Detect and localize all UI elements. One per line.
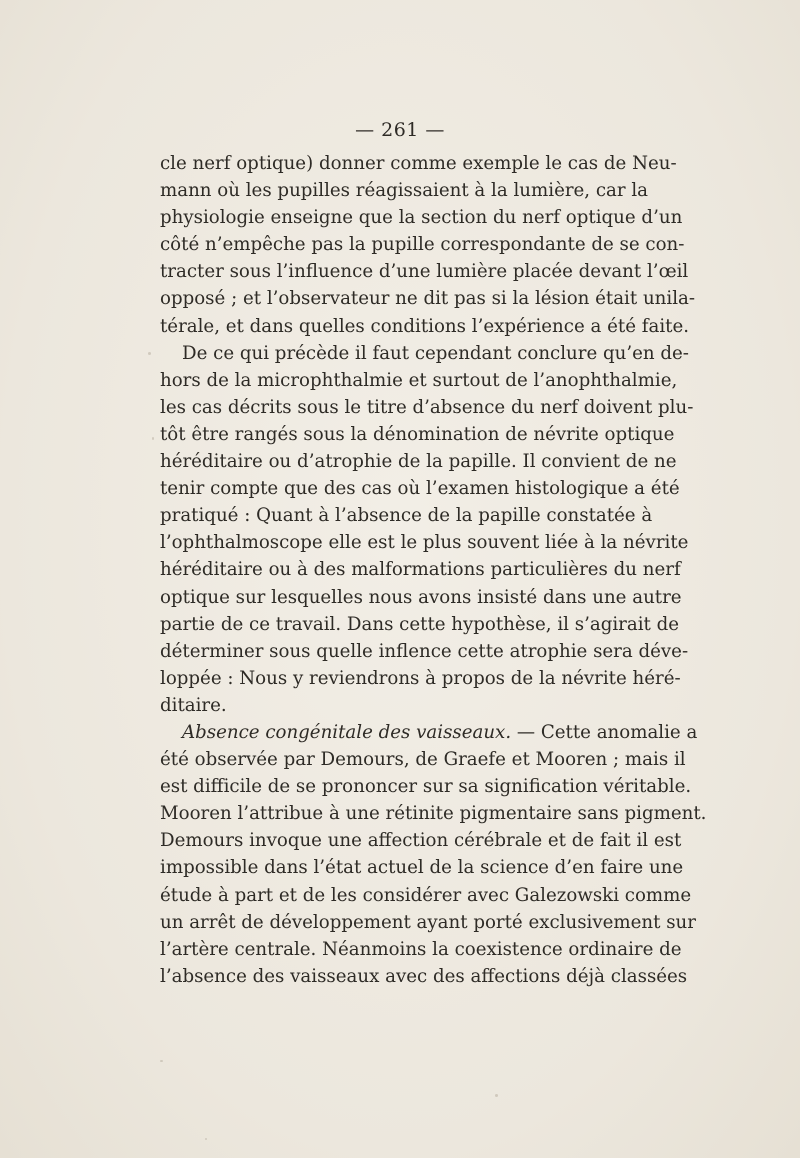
text-line: tracter sous l’influence d’une lumière placée devant l’œil — [160, 261, 689, 283]
text-line: mann où les pupilles réagissaient à la lumière, car la — [160, 180, 649, 202]
paper-speck — [148, 352, 151, 355]
section-first-line — [160, 719, 698, 746]
section-first-line-rest: — Cette anomalie a — [511, 721, 698, 743]
text-line: De ce qui précède il faut cependant conclure qu’en de- — [182, 342, 689, 364]
text-line: pratiqué : Quant à l’absence de la papille constatée à — [160, 505, 653, 527]
text-line: tenir compte que des cas où l’examen histologique a été — [160, 478, 680, 500]
text-line: été observée par Demours, de Graefe et Mooren ; mais il — [160, 749, 686, 771]
text-line: physiologie enseigne que la section du nerf optique d’un — [160, 207, 683, 229]
text-line: déterminer sous quelle inflence cette atrophie sera déve- — [160, 640, 689, 662]
text-line: loppée : Nous y reviendrons à propos de la névrite héré- — [160, 667, 681, 689]
text-line: est difficile de se prononcer sur sa signification véritable. — [160, 776, 692, 798]
paper-speck — [495, 1094, 498, 1097]
text-line: opposé ; et l’observateur ne dit pas si la lésion était unila- — [160, 288, 696, 310]
text-line: l’absence des vaisseaux avec des affections déjà classées — [160, 965, 688, 987]
body-text — [160, 150, 707, 990]
text-line: côté n’empêche pas la pupille correspondante de se con- — [160, 234, 685, 256]
text-line: l’ophthalmoscope elle est le plus souvent liée à la névrite — [160, 532, 689, 554]
text-line: impossible dans l’état actuel de la science d’en faire une — [160, 857, 684, 879]
text-line: l’artère centrale. Néanmoins la coexistence ordinaire de — [160, 938, 682, 960]
text-line: optique sur lesquelles nous avons insisté dans une autre — [160, 586, 682, 608]
text-line: héréditaire ou à des malformations particulières du nerf — [160, 559, 681, 581]
text-line: partie de ce travail. Dans cette hypothèse, il s’agirait de — [160, 613, 680, 635]
text-line: Mooren l’attribue à une rétinite pigmentaire sans pigment. — [160, 803, 707, 825]
text-line: héréditaire ou d’atrophie de la papille. Il convient de ne — [160, 451, 677, 473]
text-line: tôt être rangés sous la dénomination de névrite optique — [160, 423, 675, 445]
paper-speck — [152, 437, 154, 440]
paper-speck — [160, 1060, 163, 1062]
text-line: térale, et dans quelles conditions l’expérience a été faite. — [160, 315, 689, 337]
text-line: Demours invoque une affection cérébrale et de fait il est — [160, 830, 682, 852]
page-number: — 261 — — [355, 119, 445, 141]
section-heading: Absence congénitale des vaisseaux. — [182, 721, 512, 743]
text-line: cle nerf optique) donner comme exemple le cas de Neu- — [160, 153, 677, 174]
text-line: les cas décrits sous le titre d’absence du nerf doivent plu- — [160, 396, 694, 418]
text-line: ditaire. — [160, 694, 227, 716]
paper-speck — [205, 1138, 207, 1140]
text-line: étude à part et de les considérer avec Galezowski comme — [160, 884, 692, 906]
text-line: un arrêt de développement ayant porté exclusivement sur — [160, 911, 696, 933]
text-line: hors de la microphthalmie et surtout de l’anophthalmie, — [160, 369, 678, 391]
